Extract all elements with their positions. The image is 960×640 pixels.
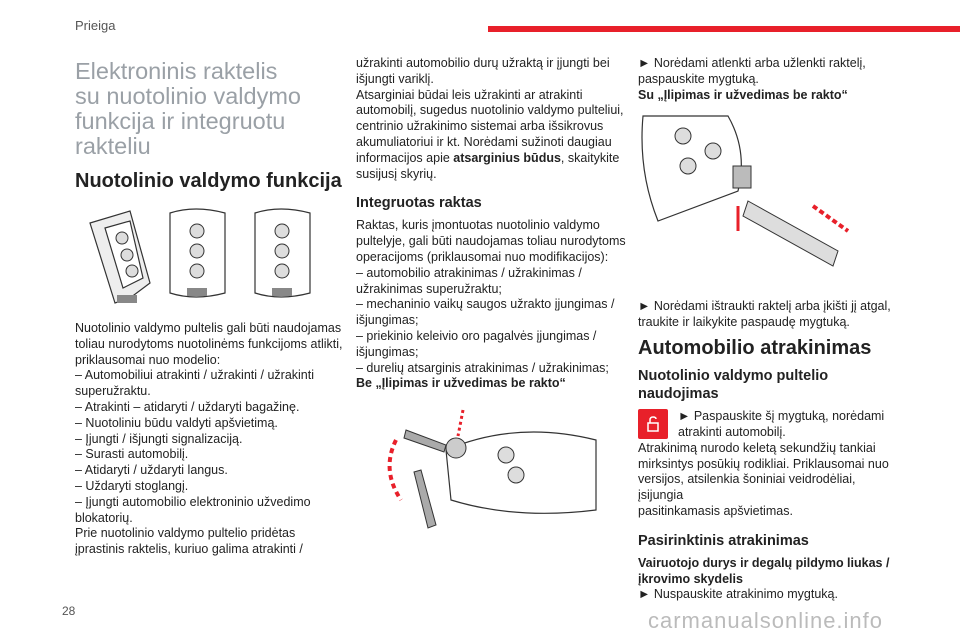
page-number: 28: [62, 604, 76, 618]
column-3: ► Norėdami atlenkti arba užlenkti raktelį, paspauskite mygtuką. Su „Įlipimas ir užvedimas be rakto“ ► Norėdami ištraukti raktelį arba įkišti jį atgal, traukite ir laikykite paspaudę mygtuką. Automobilio atrakinimas Nuotolinio valdymo pultelio naudojimas ► Paspauskite šį mygtuką, norėdami atrakinti automobilį. Atrakinimą nurodo keletą sekundžių tankiai mirksintys posūkių rodikliai. Priklausomai nuo versijos, atsilenkia šoniniai veidrodėliai, įsijungia pasitinkamasis apšvietimas. Pasirinktinis atrakinimas Vairuotojo durys ir degalų pildymo liukas / įkrovimo skydelis ► Nuspauskite atrakinimo mygtuką.: [638, 56, 900, 603]
section-heading-remote: Nuotolinio valdymo funkcija: [75, 170, 342, 192]
section-header: Prieiga: [75, 18, 116, 33]
watermark: carmanualsonline.info: [648, 608, 884, 633]
col2-body-a: užrakinti automobilio durų užraktą ir įjungti bei išjungti variklį. Atsarginiai būdai leis užrakinti ar atrakinti automobilį, sugedus nuotolinio valdymo pulteliui, centrinio užrakinimo sistemai arba išsikrovus akumuliatoriui ir kt. Norėdami sužinoti daugiau informacijos apie atsarginius būdus, skaitykite susijusį skyrių.: [356, 56, 624, 181]
unlock-icon: [638, 409, 668, 439]
column-2: [356, 56, 626, 538]
remote-keys-illustration: [75, 203, 345, 313]
extract-key-illustration: [638, 111, 868, 291]
col1-body: Nuotolinio valdymo pultelis gali būti naudojamas toliau nurodytoms nuotolinėms funkcijoms atlikti, priklausomai nuo modelio: – Automobiliui atrakinti / užrakinti / užrakinti superužraktu. – Atrakinti – atidaryti / uždaryti bagažinę. – Nuotoliniu būdu valdyti apšvietimą. – Įjungti / išjungti signalizaciją. – Surasti automobilį. – Atidaryti / uždaryti langus. – Uždaryti stoglangį. – Įjungti automobilio elektroninio užvedimo blokatorių. Prie nuotolinio valdymo pultelio pridėtas įprastinis raktelis, kuriuo galima atrakinti /: [75, 321, 343, 557]
section-heading-integrated-key: Integruotas raktas: [356, 195, 482, 212]
column-1: [75, 56, 345, 558]
flip-key-illustration: [366, 400, 616, 530]
unlock-instruction: ► Paspauskite šį mygtuką, norėdami atrakinti automobilį.: [638, 409, 900, 441]
col2-body-b: Raktas, kuris įmontuotas nuotolinio valdymo pultelyje, gali būti naudojamas toliau nurodytoms operacijoms (priklausomai nuo modifikacijos): – automobilio atrakinimas / užrakinimas / užrakinimas superužraktu; – mechaninio vaikų saugos užrakto įjungimas / išjungimas; – priekinio keleivio oro pagalvės įjungimas / išjungimas; – durelių atsarginis atrakinimas / užrakinimas; Be „Įlipimas ir užvedimas be rakto“: [356, 218, 626, 391]
subheading-selective-unlocking: Pasirinktinis atrakinimas: [638, 532, 809, 549]
header-accent-bar: [488, 26, 960, 32]
section-heading-unlocking: Automobilio atrakinimas: [638, 336, 872, 359]
page-title: Elektroninis raktelis su nuotolinio valdymo funkcija ir integruotu rakteliu: [75, 58, 301, 159]
subheading-remote-use: Nuotolinio valdymo pultelio naudojimas: [638, 367, 829, 402]
